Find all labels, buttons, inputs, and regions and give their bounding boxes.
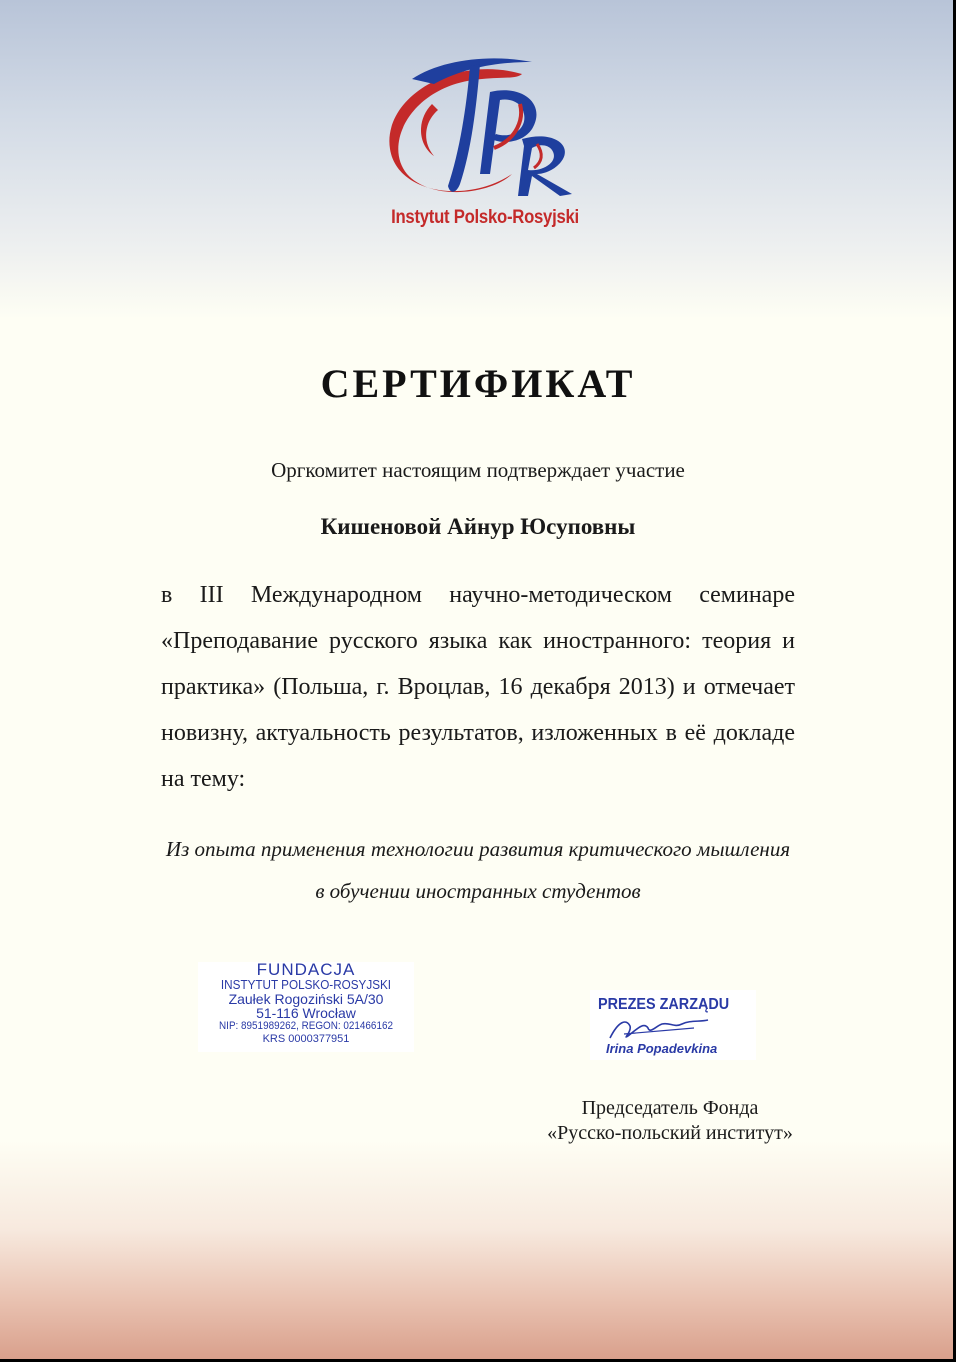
foundation-stamp: [198, 962, 414, 1052]
stamp-line4: 51-116 Wrocław: [256, 1005, 356, 1021]
report-topic: [140, 828, 816, 912]
recipient-name: Кишеновой Айнур Юсуповны: [320, 514, 636, 539]
stamp-line2: INSTYTUT POLSKO-ROSYJSKI: [220, 977, 392, 992]
certificate-title: СЕРТИФИКАТ: [320, 361, 636, 406]
chair-block: [500, 1096, 840, 1146]
certificate-body: в III Международном научно-методическом семинаре «Преподавание русского языка как иностранного: теория и практика» (Польша, г. Вроцлав, 16 декабря 2013) и отмечает новизну, актуальность результатов, изложенных в её докладе на тему:: [161, 582, 795, 792]
stamp-line6: KRS 0000377951: [262, 1033, 350, 1045]
report-topic-line1: Из опыта применения технологии развития критического мышления: [165, 837, 791, 861]
stamp-line3: Zaułek Rogoziński 5A/30: [228, 991, 384, 1007]
certificate-subtitle: Оргкомитет настоящим подтверждает участие: [271, 458, 685, 482]
stamp-line5: NIP: 8951989262, REGON: 021466162: [219, 1020, 393, 1032]
signer-name: Irina Popadevkina: [606, 1041, 718, 1056]
president-signature: [590, 990, 756, 1060]
stamp-line1: FUNDACJA: [256, 960, 356, 979]
chair-line2: «Русско-польский институт»: [547, 1122, 793, 1144]
report-topic-line2: в обучении иностранных студентов: [315, 879, 641, 903]
chair-line1: Председатель Фонда: [581, 1097, 759, 1119]
logo-caption: Instytut Polsko-Rosyjski: [391, 207, 579, 228]
signature-title: PREZES ZARZĄDU: [598, 996, 730, 1013]
